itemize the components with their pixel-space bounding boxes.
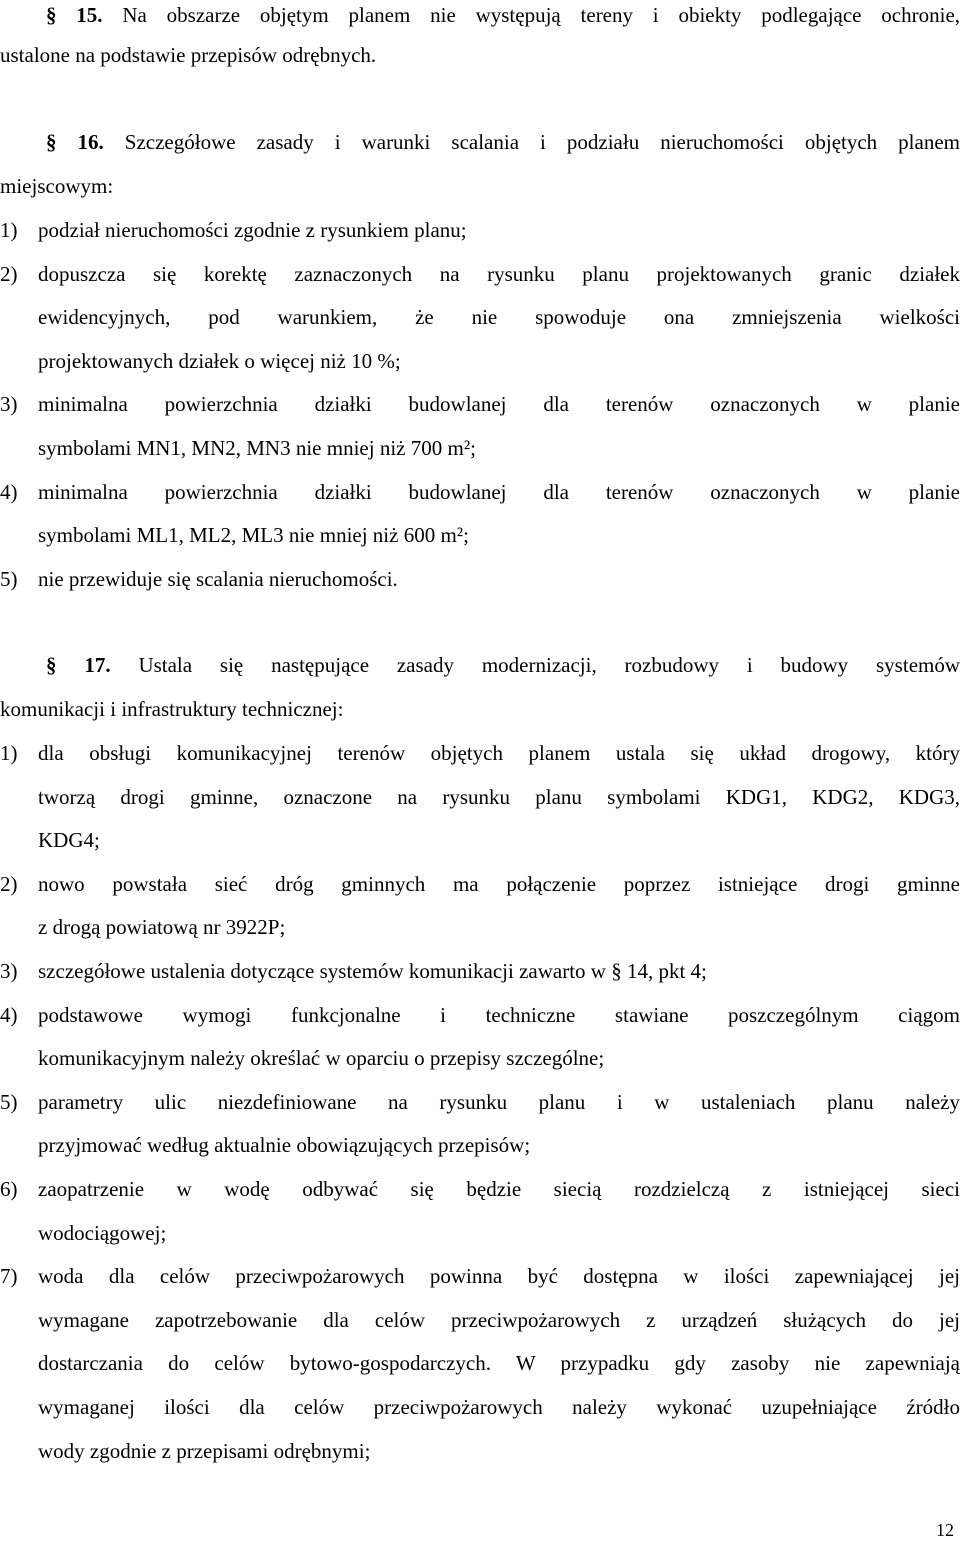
- section-17-item-text: nowo powstała sieć dróg gminnych ma połączenie poprzez istniejące drogi gminne: [38, 871, 960, 896]
- section-17-item-number: 3): [0, 959, 18, 983]
- section-17-item-text: wody zgodnie z przepisami odrębnymi;: [38, 1438, 371, 1463]
- section-16-item-number: 1): [0, 218, 18, 242]
- section-17-line-1: [46, 650, 960, 680]
- section-16-item-text: symbolami MN1, MN2, MN3 nie mniej niż 700 m²;: [38, 436, 476, 460]
- section-16-item-text: minimalna powierzchnia działki budowlanej dla terenów oznaczonych w planie: [38, 479, 960, 504]
- section-17-item-text: z drogą powiatową nr 3922P;: [38, 915, 286, 940]
- section-16-item-text: nie przewiduje się scalania nieruchomości.: [38, 566, 398, 591]
- section-17-item-text: wymagane zapotrzebowanie dla celów przeciwpożarowych z urządzeń służących do jej: [38, 1307, 960, 1332]
- section-16-mark: § 16.: [46, 130, 104, 154]
- section-17-item-number: 5): [0, 1089, 18, 1114]
- section-16-line-1: [46, 127, 960, 157]
- section-17-item-text: tworzą drogi gminne, oznaczone na rysunku planu symbolami KDG1, KDG2, KDG3,: [38, 784, 960, 809]
- section-17-item-number: 2): [0, 871, 18, 896]
- section-17-item-number: 6): [0, 1177, 18, 1201]
- section-16-item-text: ewidencyjnych, pod warunkiem, że nie spowoduje ona zmniejszenia wielkości: [38, 305, 960, 330]
- section-17-line-2: komunikacji i infrastruktury technicznej:: [0, 697, 344, 721]
- section-15-text: Na obszarze objętym planem nie występują tereny i obiekty podlegające ochronie,: [122, 3, 960, 27]
- section-16-item-number: 4): [0, 479, 18, 504]
- section-17-item-text: parametry ulic niezdefiniowane na rysunku planu i w ustaleniach planu należy: [38, 1089, 960, 1114]
- section-17-item-text: dla obsługi komunikacyjnej terenów objętych planem ustala się układ drogowy, który: [38, 741, 960, 765]
- section-17-text: Ustala się następujące zasady modernizacji, rozbudowy i budowy systemów: [138, 653, 960, 677]
- section-17-item-text: wymaganej ilości dla celów przeciwpożarowych należy wykonać uzupełniające źródło: [38, 1395, 960, 1419]
- section-17-item-text: KDG4;: [38, 828, 100, 853]
- section-16-item-number: 2): [0, 261, 18, 286]
- section-16-item-text: projektowanych działek o więcej niż 10 %;: [38, 348, 401, 373]
- section-17-item-text: zaopatrzenie w wodę odbywać się będzie siecią rozdzielczą z istniejącej sieci: [38, 1177, 960, 1201]
- section-17-mark: § 17.: [46, 653, 111, 677]
- section-17-item-number: 4): [0, 1002, 18, 1027]
- section-16-item-text: dopuszcza się korektę zaznaczonych na rysunku planu projektowanych granic działek: [38, 261, 960, 286]
- section-16-item-number: 3): [0, 392, 18, 417]
- section-16-item-text: minimalna powierzchnia działki budowlanej dla terenów oznaczonych w planie: [38, 392, 960, 417]
- section-16-item-number: 5): [0, 566, 18, 591]
- section-17-item-text: dostarczania do celów bytowo-gospodarczych. W przypadku gdy zasoby nie zapewniają: [38, 1351, 960, 1376]
- section-17-item-text: szczegółowe ustalenia dotyczące systemów komunikacji zawarto w § 14, pkt 4;: [38, 959, 707, 983]
- section-15-line-2: ustalone na podstawie przepisów odrębnych.: [0, 43, 377, 67]
- section-17-item-text: woda dla celów przeciwpożarowych powinna być dostępna w ilości zapewniającej jej: [38, 1264, 960, 1289]
- section-17-item-number: 1): [0, 741, 18, 765]
- section-16-line-2: miejscowym:: [0, 174, 114, 198]
- section-17-item-text: komunikacyjnym należy określać w oparciu o przepisy szczególne;: [38, 1046, 605, 1071]
- section-17-item-text: wodociągowej;: [38, 1220, 167, 1245]
- section-15-mark: § 15.: [46, 3, 103, 27]
- section-16-text: Szczegółowe zasady i warunki scalania i podziału nieruchomości objętych planem: [124, 130, 960, 154]
- section-17-item-text: podstawowe wymogi funkcjonalne i techniczne stawiane poszczególnym ciągom: [38, 1002, 960, 1027]
- section-16-item-text: podział nieruchomości zgodnie z rysunkiem planu;: [38, 218, 467, 242]
- section-17-item-number: 7): [0, 1264, 18, 1289]
- section-17-item-text: przyjmować według aktualnie obowiązujących przepisów;: [38, 1133, 531, 1158]
- section-16-item-text: symbolami ML1, ML2, ML3 nie mniej niż 600 m²;: [38, 523, 469, 548]
- section-15-line-1: [46, 0, 960, 30]
- page-number: 12: [936, 1520, 954, 1540]
